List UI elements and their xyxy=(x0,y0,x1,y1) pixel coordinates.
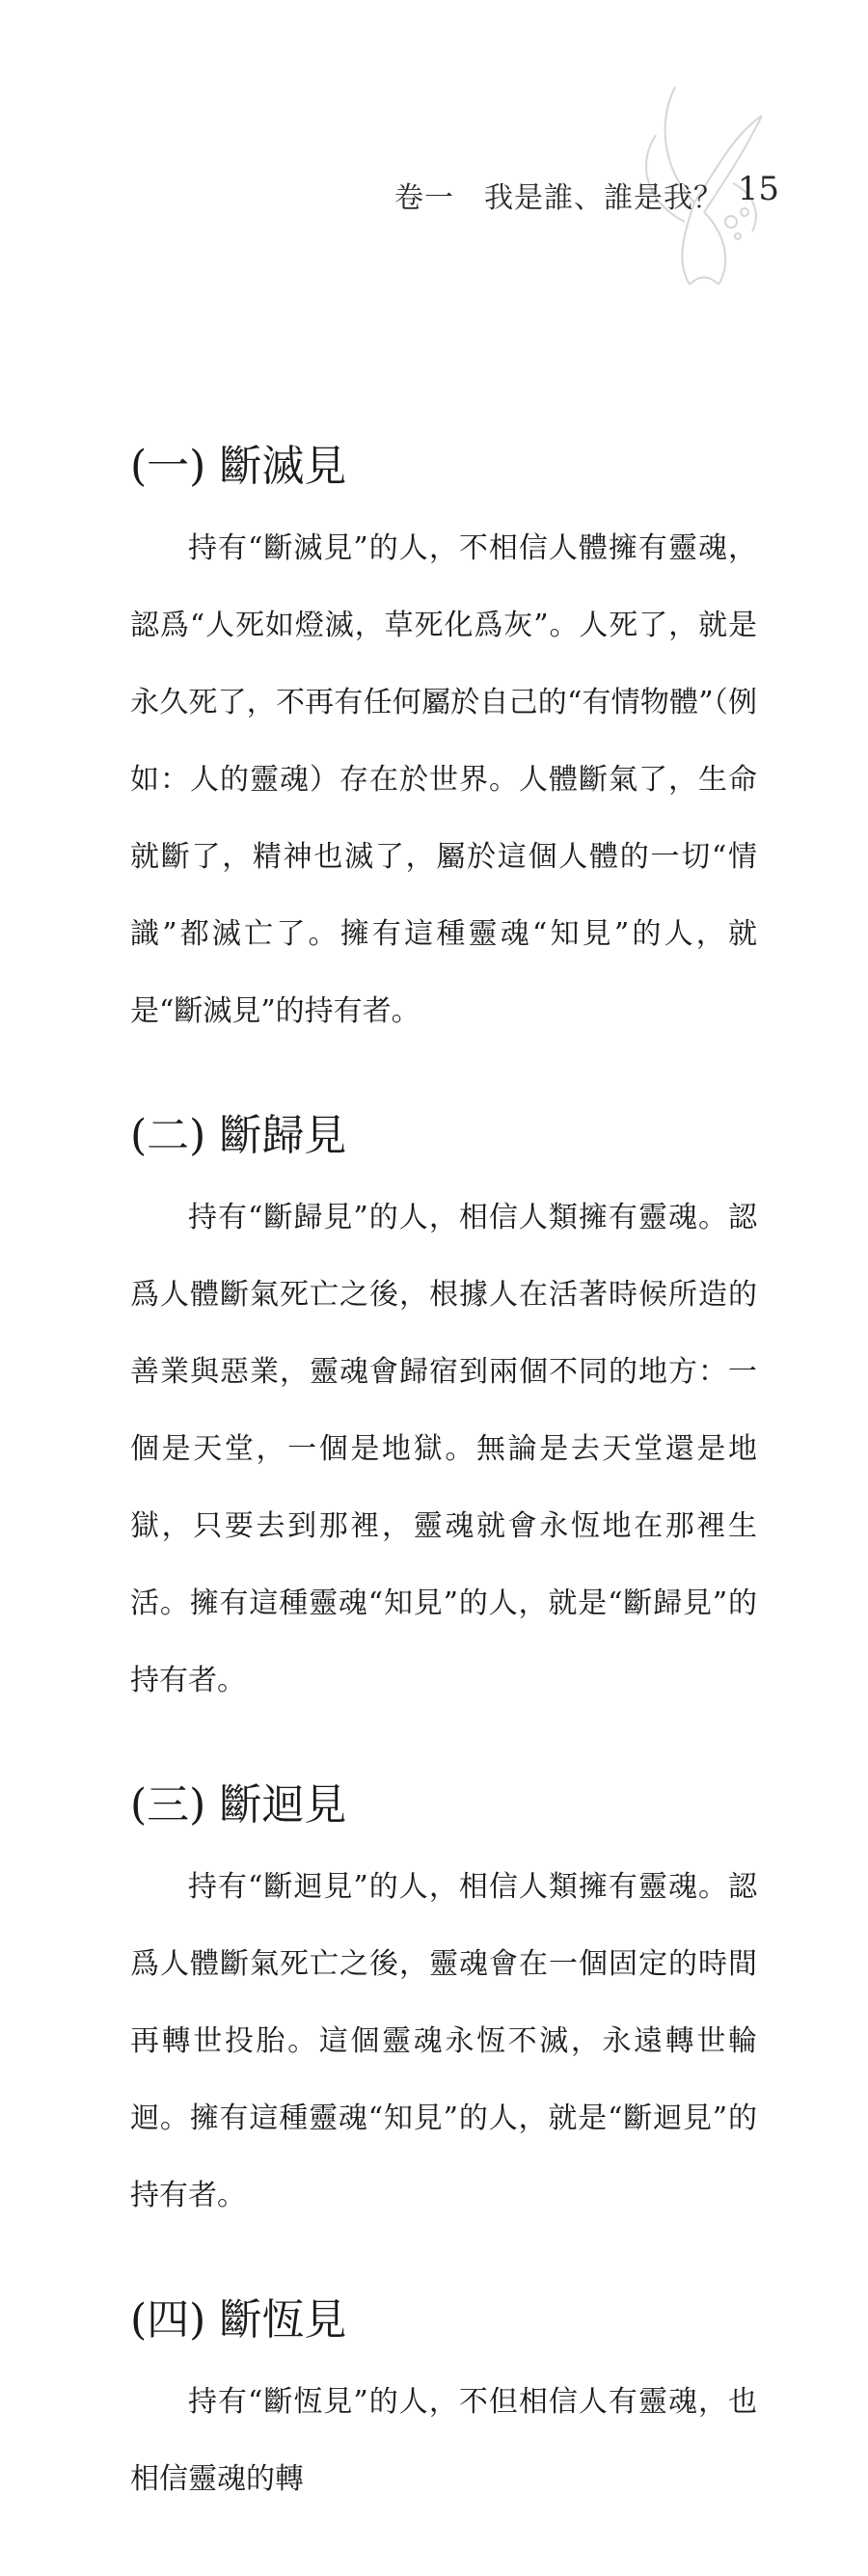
section-heading xyxy=(130,2292,757,2348)
main-content xyxy=(130,439,757,2576)
section-title: 斷滅見 xyxy=(219,442,347,491)
section-duanmie xyxy=(130,439,757,1050)
page-header xyxy=(0,0,868,309)
section-title: 斷歸見 xyxy=(219,1111,347,1160)
section-heading xyxy=(130,1108,757,1164)
section-title: 斷迴見 xyxy=(219,1780,347,1830)
section-body: 持有“斷迴見”的人，相信人類擁有靈魂。認爲人體斷氣死亡之後，靈魂會在一個固定的時間再轉世投胎。這個靈魂永恆不滅，永遠轉世輪迴。擁有這種靈魂“知見”的人，就是“斷迴見”的持有者。 xyxy=(130,1870,757,2212)
section-duangui xyxy=(130,1108,757,1720)
section-number: (四) xyxy=(130,2295,206,2345)
section-body: 持有“斷滅見”的人，不相信人體擁有靈魂，認爲“人死如燈滅，草死化爲灰”。人死了，就是永久死了，不再有任何屬於自己的“有情物體”（例如：人的靈魂）存在於世界。人體斷氣了，生命就斷了，精神也滅了，屬於這個人體的一切“情識”都滅亡了。擁有這種靈魂“知見”的人，就是“斷滅見”的持有者。 xyxy=(130,531,757,1028)
section-number: (一) xyxy=(130,442,206,491)
running-head: 卷一 我是誰、誰是我？ xyxy=(394,181,723,215)
section-body: 持有“斷恆見”的人，不但相信人有靈魂，也相信靈魂的轉 xyxy=(130,2385,757,2496)
section-duanheng xyxy=(130,2292,757,2518)
section-duanhui xyxy=(130,1777,757,2235)
section-body: 持有“斷歸見”的人，相信人類擁有靈魂。認爲人體斷氣死亡之後，根據人在活著時候所造的善業與惡業，靈魂會歸宿到兩個不同的地方：一個是天堂，一個是地獄。無論是去天堂還是地獄，只要去到那裡，靈魂就會永恆地在那裡生活。擁有這種靈魂“知見”的人，就是“斷歸見”的持有者。 xyxy=(130,1201,757,1697)
section-title: 斷恆見 xyxy=(219,2295,347,2345)
section-heading xyxy=(130,1777,757,1833)
section-heading xyxy=(130,439,757,495)
section-number: (二) xyxy=(130,1111,206,1160)
page-number: 15 xyxy=(737,170,779,208)
section-number: (三) xyxy=(130,1780,206,1830)
